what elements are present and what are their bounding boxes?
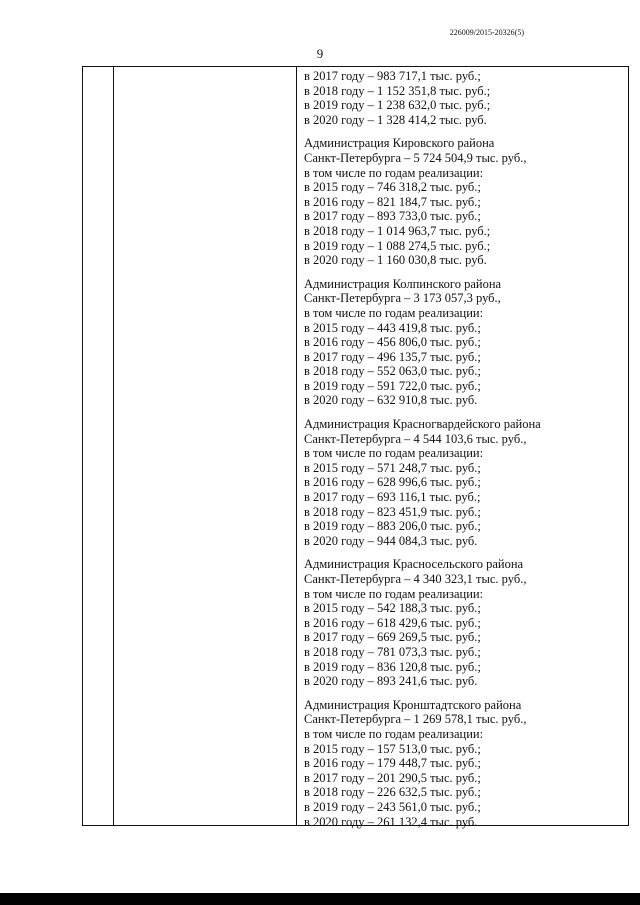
funding-line: в 2016 году – 618 429,6 тыс. руб.; (304, 615, 481, 630)
funding-line: в 2017 году – 669 269,5 тыс. руб.; (304, 630, 481, 645)
funding-line: Администрация Красносельского района (304, 557, 524, 572)
funding-line: Администрация Кронштадтского района (304, 697, 522, 712)
funding-line: в 2019 году – 243 561,0 тыс. руб.; (304, 799, 481, 814)
funding-line: в 2017 году – 201 290,5 тыс. руб.; (304, 770, 481, 785)
funding-line: Санкт-Петербурга – 5 724 504,9 тыс. руб., (304, 150, 527, 165)
funding-line: в 2020 году – 1 328 414,2 тыс. руб. (304, 112, 487, 127)
funding-line: Администрация Колпинского района (304, 276, 502, 291)
funding-line: в 2017 году – 693 116,1 тыс. руб.; (304, 490, 481, 505)
funding-line: в 2019 году – 1 238 632,0 тыс. руб.; (304, 98, 491, 113)
funding-line: в 2015 году – 746 318,2 тыс. руб.; (304, 180, 481, 195)
funding-line: в 2016 году – 179 448,7 тыс. руб.; (304, 756, 481, 771)
funding-line: в 2017 году – 983 717,1 тыс. руб.; (304, 69, 481, 83)
funding-line: Санкт-Петербурга – 3 173 057,3 руб., (304, 291, 501, 306)
funding-block (304, 69, 624, 127)
funding-line: в том числе по годам реализации: (304, 726, 484, 741)
funding-line: в 2015 году – 443 419,8 тыс. руб.; (304, 320, 481, 335)
funding-line: в 2018 году – 552 063,0 тыс. руб.; (304, 364, 481, 379)
funding-line: Санкт-Петербурга – 4 544 103,6 тыс. руб., (304, 431, 527, 446)
funding-line: в 2017 году – 893 733,0 тыс. руб.; (304, 209, 481, 224)
funding-line: в 2017 году – 496 135,7 тыс. руб.; (304, 349, 481, 364)
funding-line: в 2019 году – 1 088 274,5 тыс. руб.; (304, 238, 491, 253)
funding-line: в 2020 году – 944 084,3 тыс. руб. (304, 533, 478, 548)
funding-line: Администрация Кировского района (304, 136, 495, 151)
funding-block (304, 417, 624, 548)
funding-block (304, 277, 624, 408)
funding-line: в 2016 году – 821 184,7 тыс. руб.; (304, 194, 481, 209)
funding-line: в 2018 году – 781 073,3 тыс. руб.; (304, 644, 481, 659)
funding-block (304, 136, 624, 267)
funding-line: в 2015 году – 571 248,7 тыс. руб.; (304, 460, 481, 475)
funding-line: в 2016 году – 628 996,6 тыс. руб.; (304, 475, 481, 490)
funding-line: в том числе по годам реализации: (304, 305, 484, 320)
funding-line: в 2019 году – 591 722,0 тыс. руб.; (304, 378, 481, 393)
funding-line: в 2020 году – 261 132,4 тыс. руб. (304, 814, 478, 829)
funding-line: в 2015 году – 542 188,3 тыс. руб.; (304, 601, 481, 616)
funding-table (82, 66, 629, 829)
page-number: 9 (316, 46, 324, 61)
funding-line: в 2019 году – 883 206,0 тыс. руб.; (304, 519, 481, 534)
funding-line: Санкт-Петербурга – 4 340 323,1 тыс. руб., (304, 572, 527, 586)
funding-line: в 2015 году – 157 513,0 тыс. руб.; (304, 741, 481, 756)
funding-block (304, 698, 624, 829)
funding-line: в том числе по годам реализации: (304, 165, 484, 180)
funding-line: Санкт-Петербурга – 1 269 578,1 тыс. руб., (304, 712, 527, 727)
funding-line: в 2018 году – 1 014 963,7 тыс. руб.; (304, 223, 491, 238)
funding-line: в 2018 году – 1 152 351,8 тыс. руб.; (304, 83, 491, 98)
funding-line: в 2020 году – 632 910,8 тыс. руб. (304, 393, 478, 408)
funding-line: в том числе по годам реализации: (304, 586, 484, 601)
column-divider (296, 67, 297, 825)
scan-edge-band (0, 893, 640, 905)
document-id: 226009/2015-20326(5) (449, 28, 524, 37)
funding-line: Администрация Красногвардейского района (304, 417, 541, 432)
funding-line: в 2019 году – 836 120,8 тыс. руб.; (304, 659, 481, 674)
column-divider (113, 67, 114, 825)
funding-line: в 2020 году – 893 241,6 тыс. руб. (304, 674, 478, 689)
funding-text-cell (304, 69, 624, 838)
funding-line: в 2018 году – 823 451,9 тыс. руб.; (304, 504, 481, 519)
funding-line: в том числе по годам реализации: (304, 446, 484, 461)
funding-line: в 2016 году – 456 806,0 тыс. руб.; (304, 335, 481, 350)
funding-line: в 2020 году – 1 160 030,8 тыс. руб. (304, 253, 487, 268)
funding-line: в 2018 году – 226 632,5 тыс. руб.; (304, 785, 481, 800)
funding-block (304, 557, 624, 688)
